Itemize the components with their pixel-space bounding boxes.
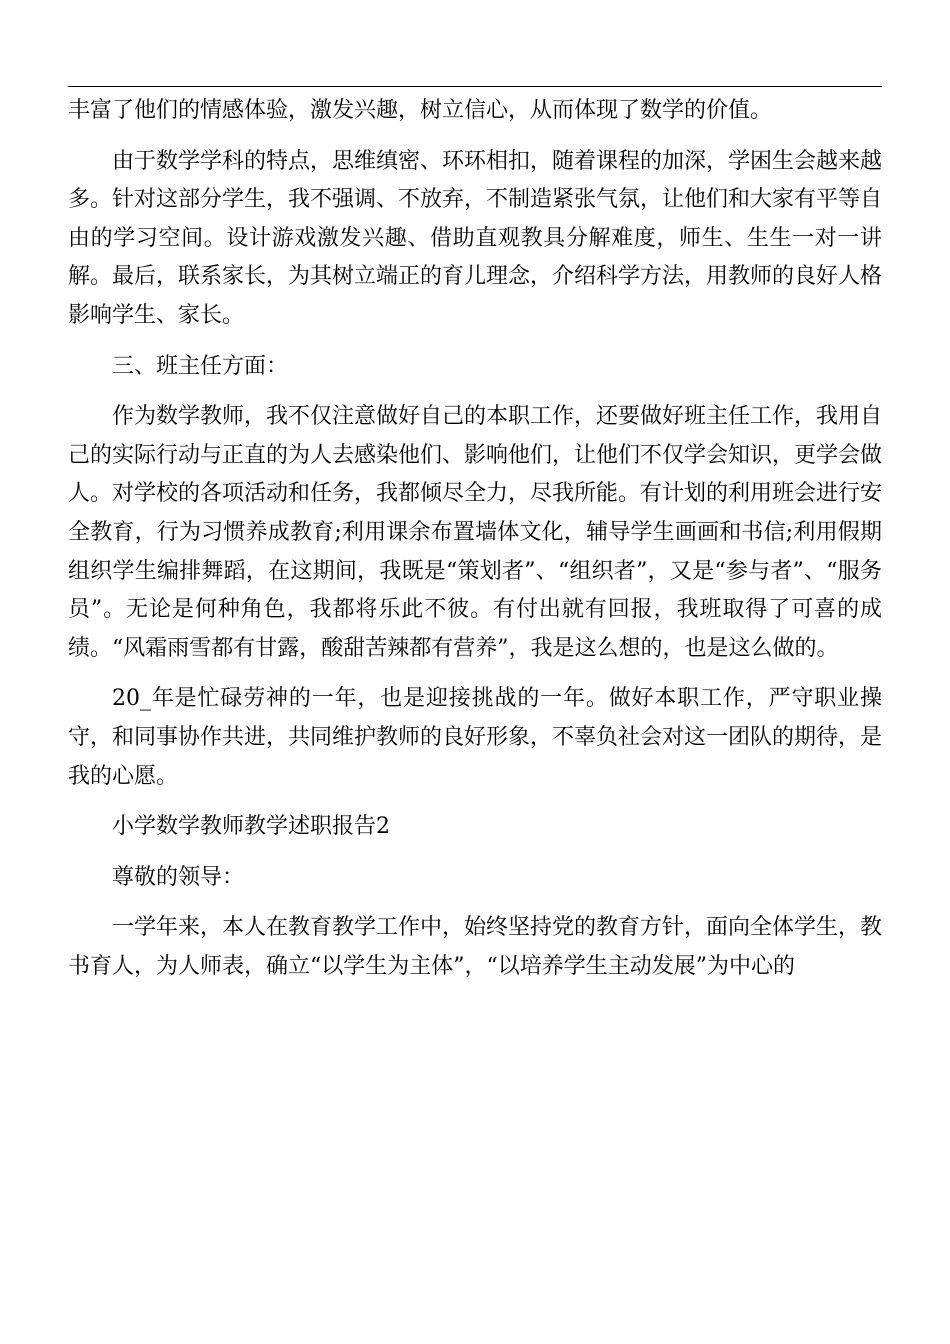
paragraph-report-2-intro: 一学年来，本人在教育教学工作中，始终坚持党的教育方针，面向全体学生，教书育人，为人师表，确立“以学生为主体”，“以培养学生主动发展”为中心的 (68, 915, 883, 979)
paragraph-class-teacher-work: 作为数学教师，我不仅注意做好自己的本职工作，还要做好班主任工作，我用自己的实际行动与正直的为人去感染他们、影响他们，让他们不仅学会知识，更学会做人。对学校的各项活动和任务，我都倾尽全力，尽我所能。有计划的利用班会进行安全教育，行为习惯养成教育;利用课余布置墙体文化，辅导学生画画和书信;利用假期组织学生编排舞蹈，在这期间，我既是“策划者”、“组织者”，又是“参与者”、“服务员”。无论是何种角色，我都将乐此不彼。有付出就有回报，我班取得了可喜的成绩。“风霜雨雪都有甘露，酸甜苦辣都有营养”，我是这么想的，也是这么做的。 (68, 404, 883, 661)
section-heading-class-teacher: 三、班主任方面： (112, 353, 289, 379)
document-body (68, 92, 882, 998)
report-title-2: 小学数学教师教学述职报告2 (112, 814, 390, 840)
header-rule (68, 86, 882, 87)
salutation: 尊敬的领导： (112, 864, 245, 890)
paragraph-struggling-students: 由于数学学科的特点，思维缜密、环环相扣，随着课程的加深，学困生会越来越多。针对这部分学生，我不强调、不放弃，不制造紧张气氛，让他们和大家有平等自由的学习空间。设计游戏激发兴趣、借助直观教具分解难度，师生、生生一对一讲解。最后，联系家长，为其树立端正的育儿理念，介绍科学方法，用教师的良好人格影响学生、家长。 (68, 148, 883, 328)
paragraph-continuation: 丰富了他们的情感体验，激发兴趣，树立信心，从而体现了数学的价值。 (68, 98, 773, 123)
paragraph-year-summary: 20_年是忙碌劳神的一年，也是迎接挑战的一年。做好本职工作，严守职业操守，和同事协作共进，共同维护教师的良好形象，不辜负社会对这一团队的期待，是我的心愿。 (68, 686, 883, 789)
